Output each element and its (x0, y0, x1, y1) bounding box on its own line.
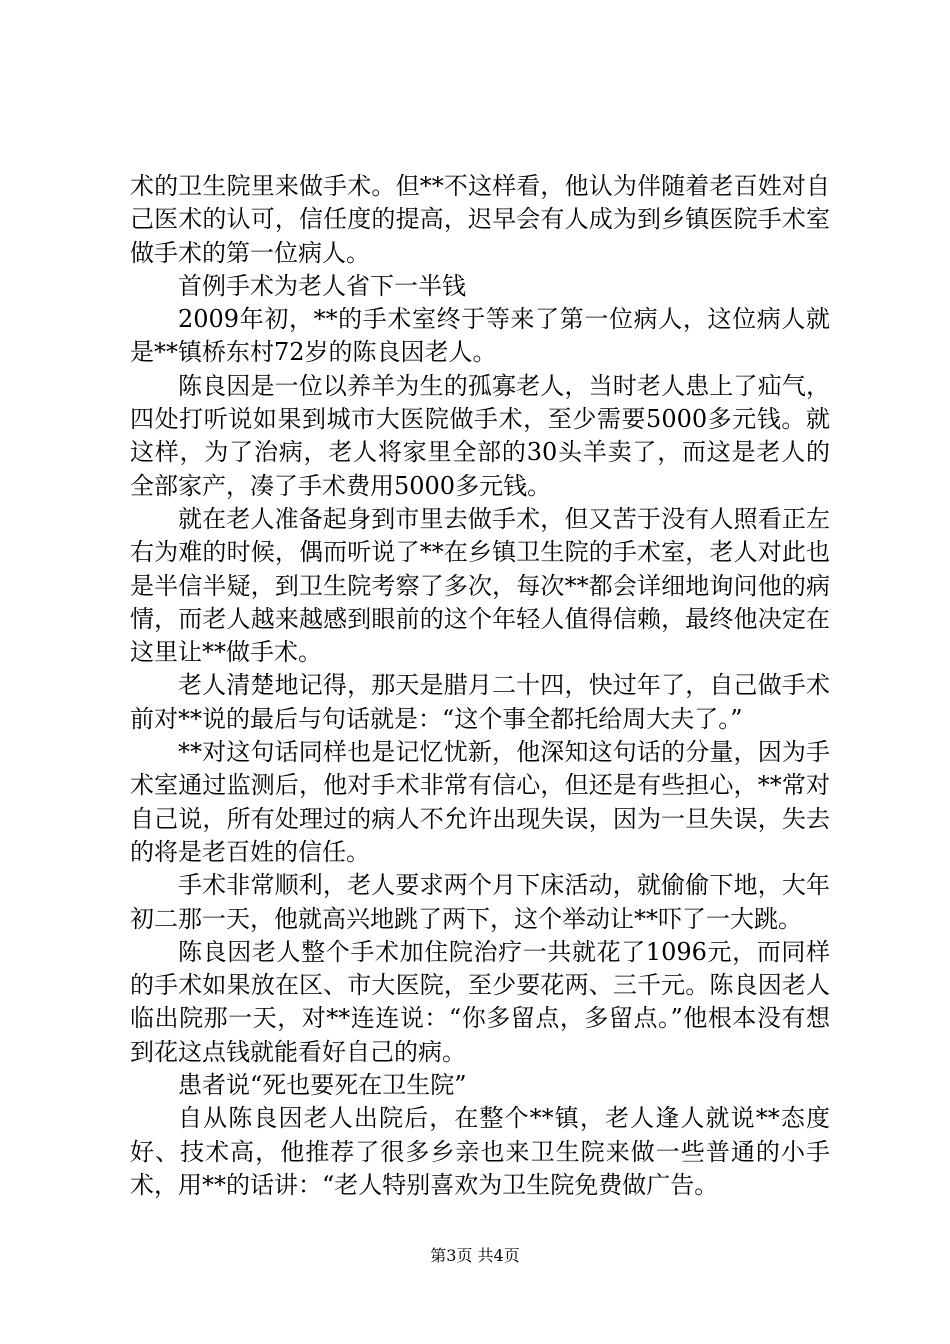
paragraph: 手术非常顺利，老人要求两个月下床活动，就偷偷下地，大年初二那一天，他就高兴地跳了两下，这个举动让**吓了一大跳。 (130, 871, 830, 933)
page-number-footer: 第3页 共4页 (430, 1246, 520, 1265)
document-body (130, 170, 830, 1202)
section-heading-first-surgery: 首例手术为老人省下一半钱 (178, 271, 466, 300)
paragraph: **对这句话同样也是记忆忧新，他深知这句话的分量，因为手术室通过监测后，他对手术非常有信心，但还是有些担心，**常对自己说，所有处理过的病人不允许出现失误，因为一旦失误，失去的将是老百姓的信任。 (130, 738, 830, 866)
paragraph: 自从陈良因老人出院后，在整个**镇，老人逢人就说**态度好、技术高，他推荐了很多乡亲也来卫生院来做一些普通的小手术，用**的话讲：“老人特别喜欢为卫生院免费做广告。 (130, 1104, 830, 1199)
paragraph: 就在老人准备起身到市里去做手术，但又苦于没有人照看正左右为难的时候，偶而听说了**在乡镇卫生院的手术室，老人对此也是半信半疑，到卫生院考察了多次，每次**都会详细地询问他的病情，而老人越来越感到眼前的这个年轻人值得信赖，最终他决定在这里让**做手术。 (130, 504, 830, 667)
paragraph-continuation: 术的卫生院里来做手术。但**不这样看，他认为伴随着老百姓对自己医术的认可，信任度的提高，迟早会有人成为到乡镇医院手术室做手术的第一位病人。 (130, 172, 830, 267)
paragraph: 陈良因是一位以养羊为生的孤寡老人，当时老人患上了疝气，四处打听说如果到城市大医院做手术，至少需要5000多元钱。就这样，为了治病，老人将家里全部的30头羊卖了，而这是老人的全部家产，凑了手术费用5000多元钱。 (130, 371, 830, 500)
paragraph: 陈良因老人整个手术加住院治疗一共就花了1096元，而同样的手术如果放在区、市大医院，至少要花两、三千元。陈良因老人临出院那一天，对**连连说：“你多留点，多留点。”他根本没有想到花这点钱就能看好自己的病。 (130, 937, 830, 1066)
paragraph: 2009年初，**的手术室终于等来了第一位病人，这位病人就是**镇桥东村72岁的陈良因老人。 (130, 305, 830, 367)
section-heading-patient-quote: 患者说“死也要死在卫生院” (178, 1071, 467, 1100)
paragraph: 老人清楚地记得，那天是腊月二十四，快过年了，自己做手术前对**说的最后与句话就是：“这个事全都托给周大夫了。” (130, 671, 830, 733)
